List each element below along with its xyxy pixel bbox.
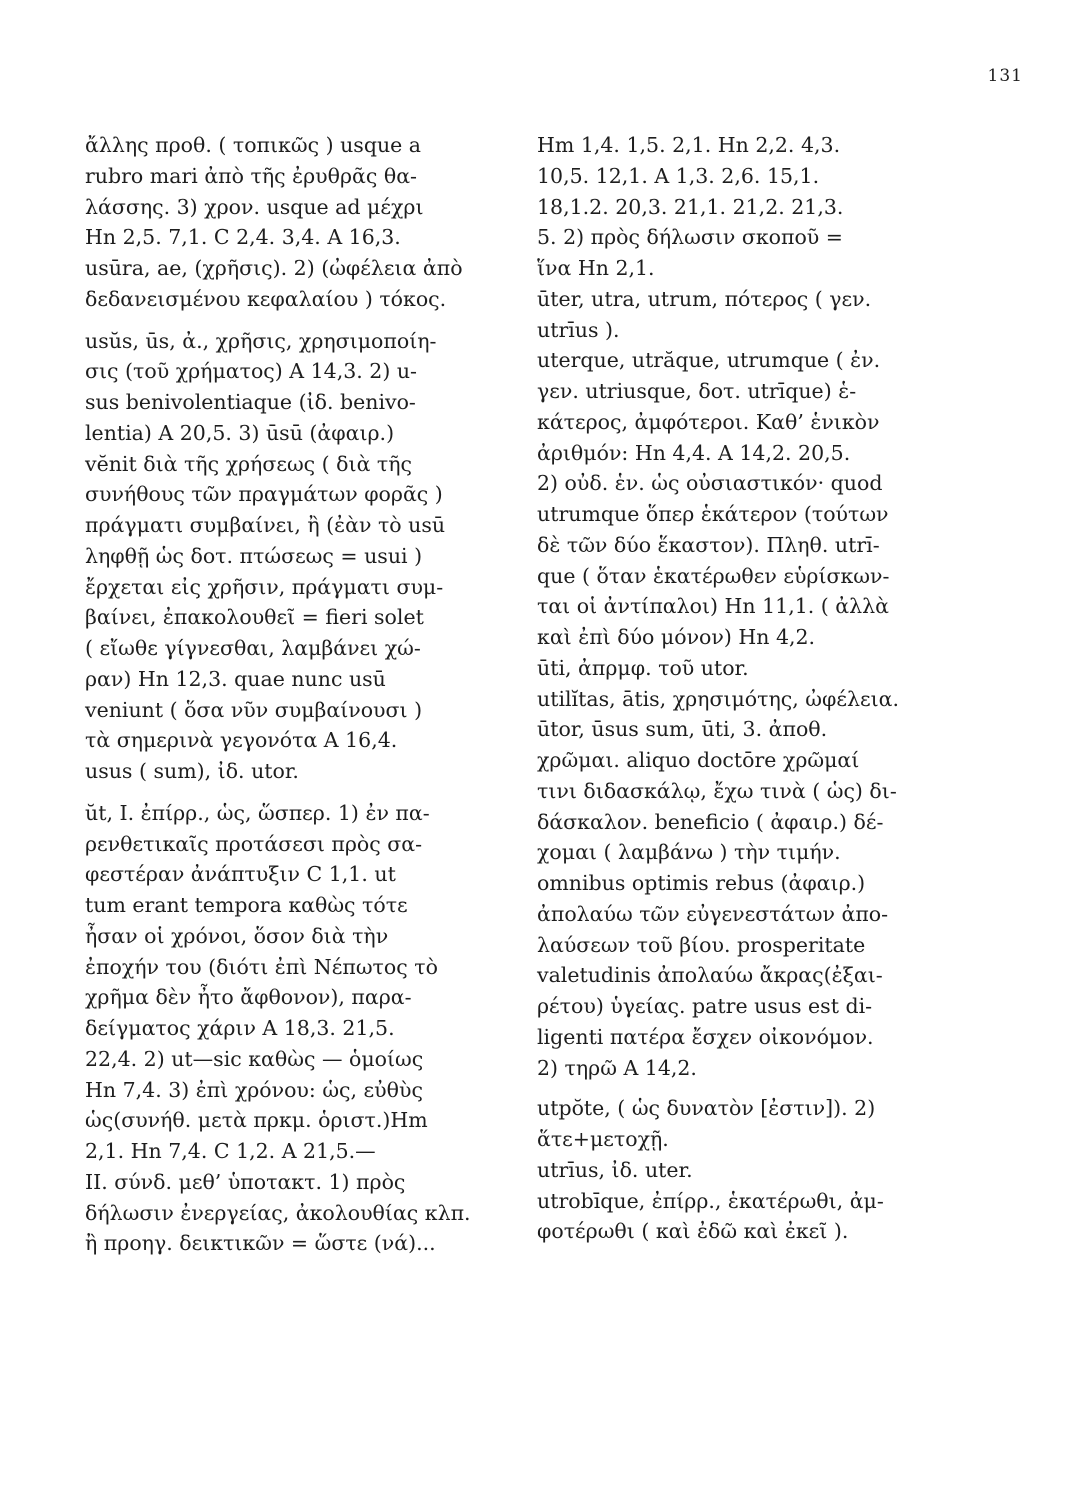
entry-line: ūtor, ūsus sum, ūti, 3. ἀποθ. xyxy=(537,717,828,742)
text-line: κάτερος, ἀμφότεροι. Καθ’ ἑνικὸν xyxy=(537,409,880,434)
text-line: ρενθετικαῖς προτάσεσι πρὸς σα- xyxy=(85,831,423,856)
text-line: ἅτε+μετοχῇ. xyxy=(537,1127,669,1151)
text-line: πράγματι συμβαίνει, ἢ (ἐὰν τὸ usū xyxy=(85,513,446,537)
text-line: χομαι ( λαμβάνω ) τὴν τιμήν. xyxy=(537,840,841,865)
text-line: ται οἱ ἀντίπαλοι) Hn 11,1. ( ἀλλὰ xyxy=(537,594,889,619)
entry-line: usŭs, ūs, ἀ., χρῆσις, χρησιμοποίη- xyxy=(85,328,437,353)
text-line: II. σύνδ. μεθ’ ὑποτακτ. 1) πρὸς xyxy=(85,1169,406,1194)
text-line: 22,4. 2) ut—sic καθὼς — ὁμοίως xyxy=(85,1046,424,1071)
text-line: omnibus optimis rebus (ἀφαιρ.) xyxy=(537,871,866,895)
text-line: ρέτου) ὑγείας. patre usus est di- xyxy=(537,994,873,1018)
entry-line: ūti, ἀπρμφ. τοῦ utor. xyxy=(537,655,749,680)
text-line: γεν. utriusque, δοτ. utrīque) ἑ- xyxy=(537,379,857,403)
entry-line: utpŏte, ( ὡς δυνατὸν [ἐστιν]). 2) xyxy=(537,1096,876,1121)
text-line: 10,5. 12,1. A 1,3. 2,6. 15,1. xyxy=(537,163,820,188)
text-line: vĕnit διὰ τῆς χρήσεως ( διὰ τῆς xyxy=(85,451,413,476)
text-line: ληφθῇ ὡς δοτ. πτώσεως = usui ) xyxy=(85,543,423,568)
text-line: δεδανεισμένου κεφαλαίου ) τόκος. xyxy=(85,286,447,311)
text-line: ἔρχεται εἰς χρῆσιν, πράγματι συμ- xyxy=(85,574,444,599)
text-line: Hn 7,4. 3) ἐπὶ χρόνου: ὡς, εὐθὺς xyxy=(85,1077,423,1102)
entry-line: utrobīque, ἐπίρρ., ἑκατέρωθι, ἀμ- xyxy=(537,1188,884,1213)
text-line: τινι διδασκάλῳ, ἔχω τινὰ ( ὡς) δι- xyxy=(537,778,897,803)
text-line: ἵνα Hn 2,1. xyxy=(537,256,655,280)
text-line: 2,1. Hn 7,4. C 1,2. A 21,5.— xyxy=(85,1139,376,1163)
entry-line: utrīus, ἰδ. uter. xyxy=(537,1157,693,1182)
text-line: Hm 1,4. 1,5. 2,1. Hn 2,2. 4,3. xyxy=(537,133,841,157)
text-line: ραν) Hn 12,3. quae nunc usū xyxy=(85,666,386,691)
text-line: utrīus ). xyxy=(537,317,620,342)
text-line: ἢ προηγ. δεικτικῶν = ὥστε (νά)... xyxy=(85,1231,436,1256)
text-line: sus benivolentiaque (ἰδ. benivo- xyxy=(85,390,416,414)
text-line: δήλωσιν ἐνεργείας, ἀκολουθίας κλπ. xyxy=(85,1200,471,1225)
text-line: φεστέραν ἀνάπτυξιν C 1,1. ut xyxy=(85,862,396,887)
text-line: καὶ ἐπὶ δύο μόνον) Hn 4,2. xyxy=(537,625,816,649)
text-line: χρῶμαι. aliquo doctōre χρῶμαί xyxy=(537,748,860,772)
entry-line: usūra, ae, (χρῆσις). 2) (ὠφέλεια ἀπὸ xyxy=(85,256,463,280)
text-line: λαύσεων τοῦ βίου. prosperitate xyxy=(537,932,866,957)
text-line: δὲ τῶν δύο ἕκαστον). Πληθ. utrī- xyxy=(537,532,880,557)
text-line: 5. 2) πρὸς δήλωσιν σκοποῦ = xyxy=(537,225,843,250)
right-column xyxy=(537,130,979,1247)
text-line: ἐποχήν του (διότι ἐπὶ Νέπωτος τὸ xyxy=(85,954,438,979)
entry-line: usus ( sum), ἰδ. utor. xyxy=(85,759,299,783)
text-line: ἀριθμόν: Hn 4,4. A 14,2. 20,5. xyxy=(537,440,851,465)
text-line: λάσσης. 3) χρον. usque ad μέχρι xyxy=(85,194,424,219)
entry-line: ūter, utra, utrum, πότερος ( γεν. xyxy=(537,286,872,311)
text-line: φοτέρωθι ( καὶ ἐδῶ καὶ ἐκεῖ ). xyxy=(537,1219,849,1244)
text-line: τὰ σημερινὰ γεγονότα A 16,4. xyxy=(85,728,398,753)
entry-line: utilĭtas, ātis, χρησιμότης, ὠφέλεια. xyxy=(537,686,899,711)
text-line: δάσκαλον. beneficio ( ἀφαιρ.) δέ- xyxy=(537,809,884,834)
text-line: 2) τηρῶ A 14,2. xyxy=(537,1055,697,1080)
text-line: que ( ὅταν ἑκατέρωθεν εὑρίσκων- xyxy=(537,563,890,588)
text-line: lentia) A 20,5. 3) ūsū (ἀφαιρ.) xyxy=(85,420,395,445)
text-line: veniunt ( ὅσα νῦν συμβαίνουσι ) xyxy=(85,697,423,722)
text-line: ἦσαν οἱ χρόνοι, ὅσον διὰ τὴν xyxy=(85,923,389,948)
entry-line: uterque, utrăque, utrumque ( ἐν. xyxy=(537,348,881,373)
text-line: ( εἴωθε γίγνεσθαι, λαμβάνει χώ- xyxy=(85,636,421,660)
text-line: συνήθους τῶν πραγμάτων φορᾶς ) xyxy=(85,482,443,507)
text-line: δείγματος χάριν A 18,3. 21,5. xyxy=(85,1016,395,1040)
page-number: 131 xyxy=(987,66,1023,86)
text-line: rubro mari ἀπὸ τῆς ἐρυθρᾶς θα- xyxy=(85,163,417,188)
text-line: βαίνει, ἐπακολουθεῖ = fieri solet xyxy=(85,605,424,630)
text-line: ligenti πατέρα ἔσχεν οἰκονόμον. xyxy=(537,1024,874,1049)
text-line: χρῆμα δὲν ἦτο ἄφθονον), παρα- xyxy=(85,985,412,1010)
text-line: 18,1.2. 20,3. 21,1. 21,2. 21,3. xyxy=(537,194,844,219)
text-line: ἀπολαύω τῶν εὐγενεστάτων ἀπο- xyxy=(537,901,889,926)
text-line: ὡς(συνήθ. μετὰ πρκμ. ὁριστ.)Hm xyxy=(85,1108,428,1133)
text-line: σις (τοῦ χρήματος) A 14,3. 2) u- xyxy=(85,359,417,384)
text-line: Hn 2,5. 7,1. C 2,4. 3,4. A 16,3. xyxy=(85,225,401,250)
text-line: ἄλλης προθ. ( τοπικῶς ) usque a xyxy=(85,133,422,157)
text-line: valetudinis ἀπολαύω ἄκρας(ἐξαι- xyxy=(537,963,883,988)
text-line: 2) οὐδ. ἑν. ὡς οὐσιαστικόν· quod xyxy=(537,471,883,496)
text-line: utrumque ὅπερ ἑκάτερον (τούτων xyxy=(537,502,889,526)
left-column xyxy=(85,130,517,1259)
text-line: tum erant tempora καθὼς τότε xyxy=(85,893,408,917)
entry-line: ŭt, I. ἐπίρρ., ὡς, ὥσπερ. 1) ἐν πα- xyxy=(85,800,430,825)
